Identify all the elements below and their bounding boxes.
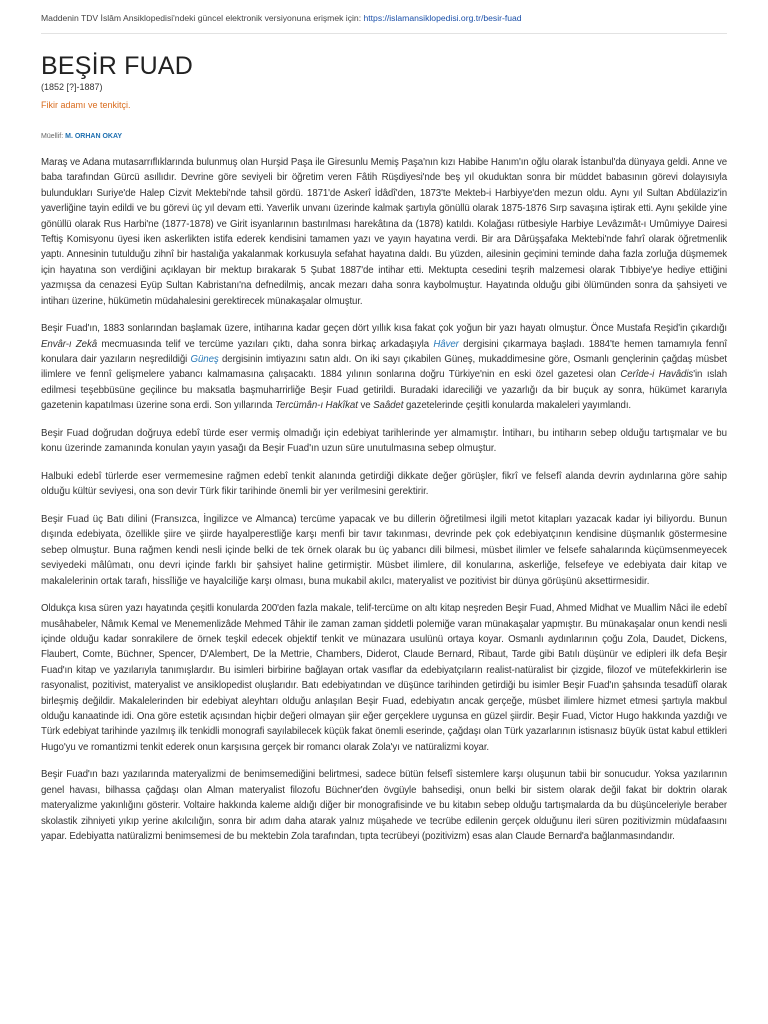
- paragraph-7: Beşir Fuad'ın bazı yazılarında materyalizmi de benimsemediğini belirtmesi, sadece bütün felsefî sistemlere karşı oluşunun tabii bir sonucudur. Yoksa yazılarının genel havası, bilhassa çağdaşı olan Alman materyalist filozofu Büchner'den övgüyle bahsedişi, onun belki bir sistem olarak değil fakat bir doktrin olarak materyalizme yakınlığını gösterir. Voltaire hakkında kaleme aldığı diğer bir monografisinde ve bu kitabın sebep olduğu tartışmalarda da bu düşünceleriyle beraber skolastik zihniyeti yıkıp yerine akılcılığın, sonra bir adım daha atarak yalnız müşahede ve tecrübe edilenin gerçek olduğunu ileri süren pozitivizmin müdafaasını yapar. Edebiyatta natüralizmi benimsemesi de bu mektebin Zola tarafından, tıpta tecrübeyi (pozitivizm) esas alan Claude Bernard'a bağlanmasındandır.: [41, 769, 727, 842]
- author-name[interactable]: M. ORHAN OKAY: [65, 133, 123, 140]
- paragraph-4: Halbuki edebî türlerde eser vermemesine rağmen edebî tenkit alanında getirdiği dikkate değer görüşler, fikrî ve felsefî alanda devrin aydınlarına göre sahip olduğu kültür seviyesi, ona son devir Türk fikir tarihinde önemli bir yer verilmesini gerektirir.: [41, 470, 727, 498]
- periodical-title: Cerîde-i Havâdis: [620, 369, 694, 381]
- access-notice-text: Maddenin TDV İslâm Ansiklopedisi'ndeki güncel elektronik versiyonuna erişmek için:: [41, 13, 364, 23]
- periodical-title: Saâdet: [373, 400, 404, 412]
- author-line: [41, 133, 122, 140]
- article-subtitle: Fikir adamı ve tenkitçi.: [41, 100, 131, 110]
- paragraph-6: Oldukça kısa süren yazı hayatında çeşitli konularda 200'den fazla makale, telif-tercüme on altı kitap neşreden Beşir Fuad, Ahmed Midhat ve Muallim Nâci ile edebî musâhabeler, Nâmık Kemal ve Menemenlizâde Mehmed Tâhir ile zaman zaman şiddetli polemiğe varan münakaşalar yapmıştır. Bu münakaşalar onun kendi nesli içinde olduğu kadar sonrakilere de örnek teşkil edecek objektif tenkit ve münazara usulünü ortaya koyar. Osmanlı aydınlarının çoğu Zola, Daudet, Dickens, Flaubert, Comte, Büchner, Spencer, D'Alembert, De la Mettrie, Chambers, Diderot, Claude Bernard, Ribaut, Tarde gibi Batılı düşünür ve edipleri ilk defa Beşir Fuad'ın kitap ve yazılarıyla tanımışlardır. Bu isimleri birbirine bağlayan ortak vasıflar da edebiyatçıların realist-natüralist bir çizgide, filozof ve mütefekkirlerin ise rasyonalist, pozitivist, materyalist ve ansiklopedist oluşlarıdır. Batı edebiyatından ve düşünce tarihinden getirdiği bu isimler Beşir Fuad'ın şahsında tesadüfî olarak birleşmiş değildir. Makalelerinden bir edebiyat aleyhtarı olduğu anlaşılan Beşir Fuad, edebiyatın ancak gerçeğe, müsbet ilimlere hizmet etmesi şartıyla makbul olduğu kanaatinde idi. Ona göre estetik açısından hiçbir değeri olmayan şiir eğer gerçeklere uygunsa en güzel şiirdir. Beşir Fuad, Victor Hugo hakkında yazdığı ve Türk edebiyat tarihinde yazılmış ilk tenkidli monografi sayılabilecek küçük fakat önemli eserinde, çağdaşı olan Türk yazarlarının istisnasız büyük üstat kabul ettikleri Hugo'yu ve romantizmi tenkit ederek onun karşısına gerçek bir romancı olarak Zola'yı ve natüralizmi koyar.: [41, 603, 727, 753]
- haver-link[interactable]: Hâver: [433, 338, 459, 350]
- article-url-link[interactable]: https://islamansiklopedisi.org.tr/besir-fuad: [363, 13, 522, 23]
- header-divider: [41, 33, 727, 34]
- article-dates: (1852 [?]-1887): [41, 82, 103, 92]
- periodical-title: Tercümân-ı Hakîkat: [275, 400, 358, 412]
- paragraph-2: Beşir Fuad'ın, 1883 sonlarından başlamak üzere, intiharına kadar geçen dört yıllık kısa fakat çok yoğun bir yazı hayatı olmuştur. Önce Mustafa Reşid'in çıkardığı Envâr-ı Zekâ mecmuasında telif ve tercüme yazıları çıktı, daha sonra birkaç arkadaşıyla Hâver dergisini çıkarmaya başladı. 1884'te hemen tamamıyla fennî konulara dair yazıların neşredildiği Güneş dergisinin imtiyazını satın aldı. On iki sayı çıkabilen Güneş, mukaddimesine göre, Osmanlı gençlerinin çağdaş müsbet ilimlere ve fennî gelişmelere yabancı kalmamasına çalışacaktı. 1884 yılının sonlarına doğru Türkiye'nin en eski özel gazetesi olan Cerîde-i Havâdis'in ıslah edilmesi teşebbüsüne geçilince bu maksatla başmuharrirliğe Beşir Fuad getirildi. Buradaki idareciliği ve yazarlığı da bir buçuk ay sonra, hükümet kararıyla gazetenin kapatılması üzerine sona erdi. Son yıllarında Tercümân-ı Hakîkat ve Saâdet gazetelerinde çeşitli konularda makaleleri yayımlandı.: [41, 323, 727, 412]
- paragraph-1: Maraş ve Adana mutasarrıflıklarında bulunmuş olan Hurşid Paşa ile Giresunlu Memiş Paşa'nın kızı Habibe Hanım'ın oğlu olarak İstanbul'da dünyaya geldi. Anne ve baba tarafından Gürcü asıllıdır. Devrine göre seviyeli bir öğretim veren Fâtih Rüşdiyesi'nde beş yıl okuduktan sonra bir müddet babasının görevi dolayısıyla bulundukları Suriye'de Halep Cizvit Mektebi'nde tahsil gördü. 1871'de Askerî İdâdî'den, 1873'te Mekteb-i Harbiyye'den mezun oldu. Aynı yıl Sultan Abdülaziz'in yaverliğine tayin edildi ve bu görevi üç yıl devam etti. Yaverlik unvanı üzerinde kalmak şartıyla gönüllü olarak 1875-1876 Sırp savaşına iştirak etti. Aynı şekilde yine gönüllü olarak Rus Harbi'ne (1877-1878) ve Girit isyanlarının bastırılması harekâtına da (1878) katıldı. Kolağası rütbesiyle Harbiye Levâzımât-ı Umûmiyye Dairesi Teftiş Komisyonu üyesi iken askerlikten istifa ederek kendisini tamamen yazı ve yayın hayatına verdi. Bir ara Dârüşşafaka Mektebi'nde fahrî olarak öğretmenlik yaptı. Annesinin tutulduğu zihnî bir hastalığa yakalanmak korkusuyla sefahat hayatına daldı. Bu yüzden, ailesinin geçimini teminde daha fazla zorluğa düşmemek için hayatına son verdiğini açıklayan bir mektup bırakarak 5 Şubat 1887'de intihar etti. Mektupta cesedini teşrih malzemesi olarak Tıbbiye'ye hediye ettiğini yazmışsa da cenazesi Eyüp Sultan Kabristanı'na defnedilmiş, ancak mezarı daha sonra kaybolmuştur. Hayatında olduğu gibi ölümünden sonra da şahsiyeti ve intiharı üzerine, hükümetin müdahalesini gerektirecek münakaşalar olmuştur.: [41, 157, 727, 307]
- periodical-title: Envâr-ı Zekâ: [41, 338, 98, 350]
- article-body: [41, 155, 727, 857]
- article-title: BEŞİR FUAD: [41, 52, 194, 80]
- author-label: Müellif:: [41, 133, 66, 140]
- access-notice: [41, 13, 727, 23]
- paragraph-3: Beşir Fuad doğrudan doğruya edebî türde eser vermiş olmadığı için edebiyat tarihlerinde yer almamıştır. İntiharı, bu intiharın sebep olduğu tartışmalar ve bu konu üzerinde zamanında konulan yayın yasağı da Beşir Fuad'ın uzun süre unutulmasına sebep olmuştur.: [41, 427, 727, 455]
- gunes-link[interactable]: Güneş: [190, 354, 219, 366]
- paragraph-5: Beşir Fuad üç Batı dilini (Fransızca, İngilizce ve Almanca) tercüme yapacak ve bu dillerin öğretilmesi ilgili metot kitapları yazacak kadar iyi biliyordu. Bunun dışında edebiyata, özellikle şiire ve şiirde hayalperestliğe karşı menfi bir tavır takınması, devrinde pek çok edebiyatçının kendisine düşmanlık göstermesine sebep olmuştur. Buna rağmen kendi nesli içinde belki de tek örnek olarak bu üç yabancı dili bilmesi, müsbet ilimler ve felsefe sahalarında küçümsenmeyecek seviyedeki mâlûmatı, onu devri içinde farklı bir şahsiyet haline getirmiştir. Müsbet ilimlere, dil konularına, askerliğe, felsefeye ve edebiyata dair kitap ve makalelerinin ortak tarafı, hissîliğe ve hayalciliğe karşı olması, buna mukabil akılcı, materyalist ve pozitivist bir dünya görüşünü aksettirmesidir.: [41, 513, 727, 587]
